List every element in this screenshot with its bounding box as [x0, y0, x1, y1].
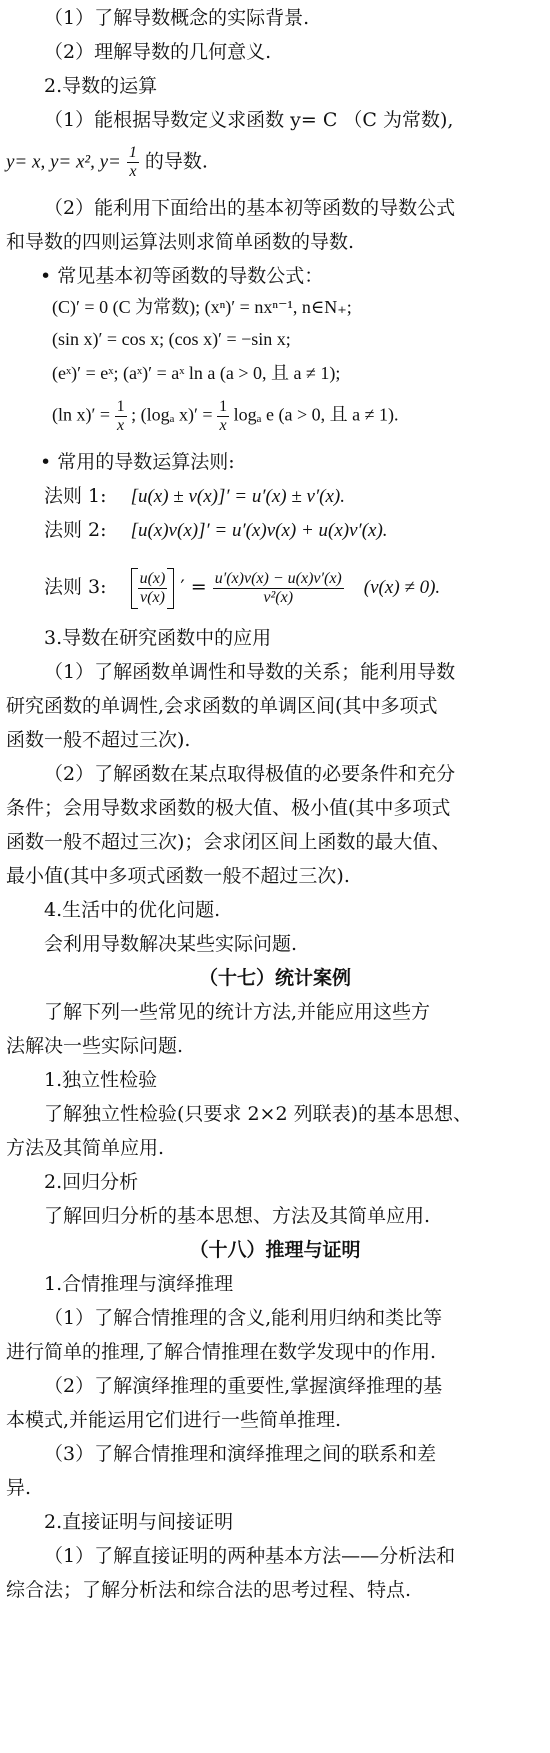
section-heading: 2.导数的运算 — [44, 75, 158, 97]
section-heading: 1.合情推理与演绎推理 — [44, 1273, 234, 1295]
bracket-quotient — [131, 568, 175, 609]
text-line: 综合法；了解分析法和综合法的思考过程、特点. — [6, 1579, 412, 1601]
fraction-numerator: 1 — [219, 398, 228, 415]
formula-line — [6, 144, 544, 181]
text-line: 函数一般不超过三次)；会求闭区间上函数的最大值、 — [6, 831, 451, 853]
rule-formula: [u(x) ± v(x)]′ = u′(x) ± v′(x). — [130, 486, 345, 507]
fraction-denominator: x — [129, 163, 137, 180]
section-heading: 2.直接证明与间接证明 — [44, 1511, 234, 1533]
formula-line: (eˣ)′ = eˣ; (aˣ)′ = aˣ ln a (a > 0, 且 a ≠ 1); — [52, 363, 341, 383]
rule-line: 法则 3: $\frac{u(x)}{v(x)}$ ′ = $\frac{u'(x)v(x) - u(x)v'(x)}{\text{v²(x)}}$ (v(x) ≠ 0). — [44, 558, 544, 616]
formula-line — [52, 398, 399, 435]
section-heading: 1.独立性检验 — [44, 1069, 158, 1091]
formula-text: (ln x)′ = — [52, 404, 111, 425]
chapter-title: （十八）推理与证明 — [189, 1239, 361, 1261]
fraction-numerator: u′(x)v(x) − u(x)v′(x) — [214, 569, 342, 587]
fraction — [217, 398, 229, 435]
text-line: 本模式,并能运用它们进行一些简单推理. — [6, 1409, 342, 1431]
text-line: （1）了解合情推理的含义,能利用归纳和类比等 — [44, 1307, 443, 1329]
rule-label: 法则 3: — [44, 576, 107, 598]
fraction-numerator: 1 — [116, 398, 125, 415]
text-line: （2）能利用下面给出的基本初等函数的导数公式 — [44, 197, 456, 219]
fraction-denominator: v²(x) — [263, 588, 294, 606]
formula-text: logₐ e (a > 0, 且 a ≠ 1). — [233, 404, 399, 425]
rule-label: 法则 1: — [44, 485, 107, 507]
fraction-numerator: 1 — [128, 144, 137, 161]
bullet-heading: • 常见基本初等函数的导数公式： — [40, 265, 324, 287]
text-line: 函数一般不超过三次). — [6, 729, 191, 751]
text-line: （1）了解直接证明的两种基本方法——分析法和 — [44, 1545, 456, 1567]
section-heading: 2.回归分析 — [44, 1171, 139, 1193]
fraction-numerator: u(x) — [139, 569, 166, 587]
text-line: 最小值(其中多项式函数一般不超过三次). — [6, 865, 350, 887]
bullet-heading: • 常用的导数运算法则: — [40, 451, 235, 473]
text-line: 和导数的四则运算法则求简单函数的导数. — [6, 231, 355, 253]
text-line: 法解决一些实际问题. — [6, 1035, 184, 1057]
text-line: 进行简单的推理,了解合情推理在数学发现中的作用. — [6, 1341, 437, 1363]
text-line: 了解独立性检验(只要求 2×2 列联表)的基本思想、 — [44, 1103, 473, 1125]
text-line: 方法及其简单应用. — [6, 1137, 165, 1159]
text-line: （2）理解导数的几何意义. — [44, 41, 272, 63]
text-line: 研究函数的单调性,会求函数的单调区间(其中多项式 — [6, 695, 438, 717]
fraction-denominator: v(x) — [140, 588, 165, 606]
text-line: （2）了解函数在某点取得极值的必要条件和充分 — [44, 763, 456, 785]
formula-text: ; (logₐ x)′ = — [131, 404, 213, 425]
rule-label: 法则 2: — [44, 519, 107, 541]
text-line: 会利用导数解决某些实际问题. — [44, 933, 298, 955]
text-line: 异. — [6, 1477, 32, 1499]
rule-formula: [u(x)v(x)]′ = u′(x)v(x) + u(x)v′(x). — [130, 520, 388, 541]
fraction — [115, 398, 127, 435]
section-heading: 4.生活中的优化问题. — [44, 899, 221, 921]
section-heading: 3.导数在研究函数中的应用 — [44, 627, 272, 649]
formula-line: (sin x)′ = cos x; (cos x)′ = −sin x; — [52, 329, 291, 349]
rule-line — [44, 484, 544, 509]
formula-text: y= x, y= x², y= — [6, 151, 121, 173]
text-line: （1）能根据导数定义求函数 y= C （C 为常数), — [44, 109, 454, 131]
fraction — [213, 570, 344, 607]
text-line: （2）了解演绎推理的重要性,掌握演绎推理的基 — [44, 1375, 443, 1397]
text-line: 的导数. — [144, 150, 208, 173]
fraction — [127, 144, 139, 181]
fraction-denominator: x — [219, 417, 227, 434]
text-line: （1）了解导数概念的实际背景. — [44, 7, 310, 29]
text-line: （1）了解函数单调性和导数的关系；能利用导数 — [44, 661, 456, 683]
chapter-title: （十七）统计案例 — [198, 967, 351, 989]
text-line: 条件；会用导数求函数的极大值、极小值(其中多项式 — [6, 797, 451, 819]
fraction — [138, 570, 168, 607]
rule-line — [44, 518, 544, 543]
text-line: 了解下列一些常见的统计方法,并能应用这些方 — [44, 1001, 431, 1023]
fraction-denominator: x — [117, 417, 125, 434]
text-line: （3）了解合情推理和演绎推理之间的联系和差 — [44, 1443, 437, 1465]
formula-line: (C)′ = 0 (C 为常数); (xⁿ)′ = nxⁿ⁻¹, n∈N₊; — [52, 297, 352, 317]
text-line: 了解回归分析的基本思想、方法及其简单应用. — [44, 1205, 431, 1227]
rule-condition: (v(x) ≠ 0). — [363, 577, 441, 598]
